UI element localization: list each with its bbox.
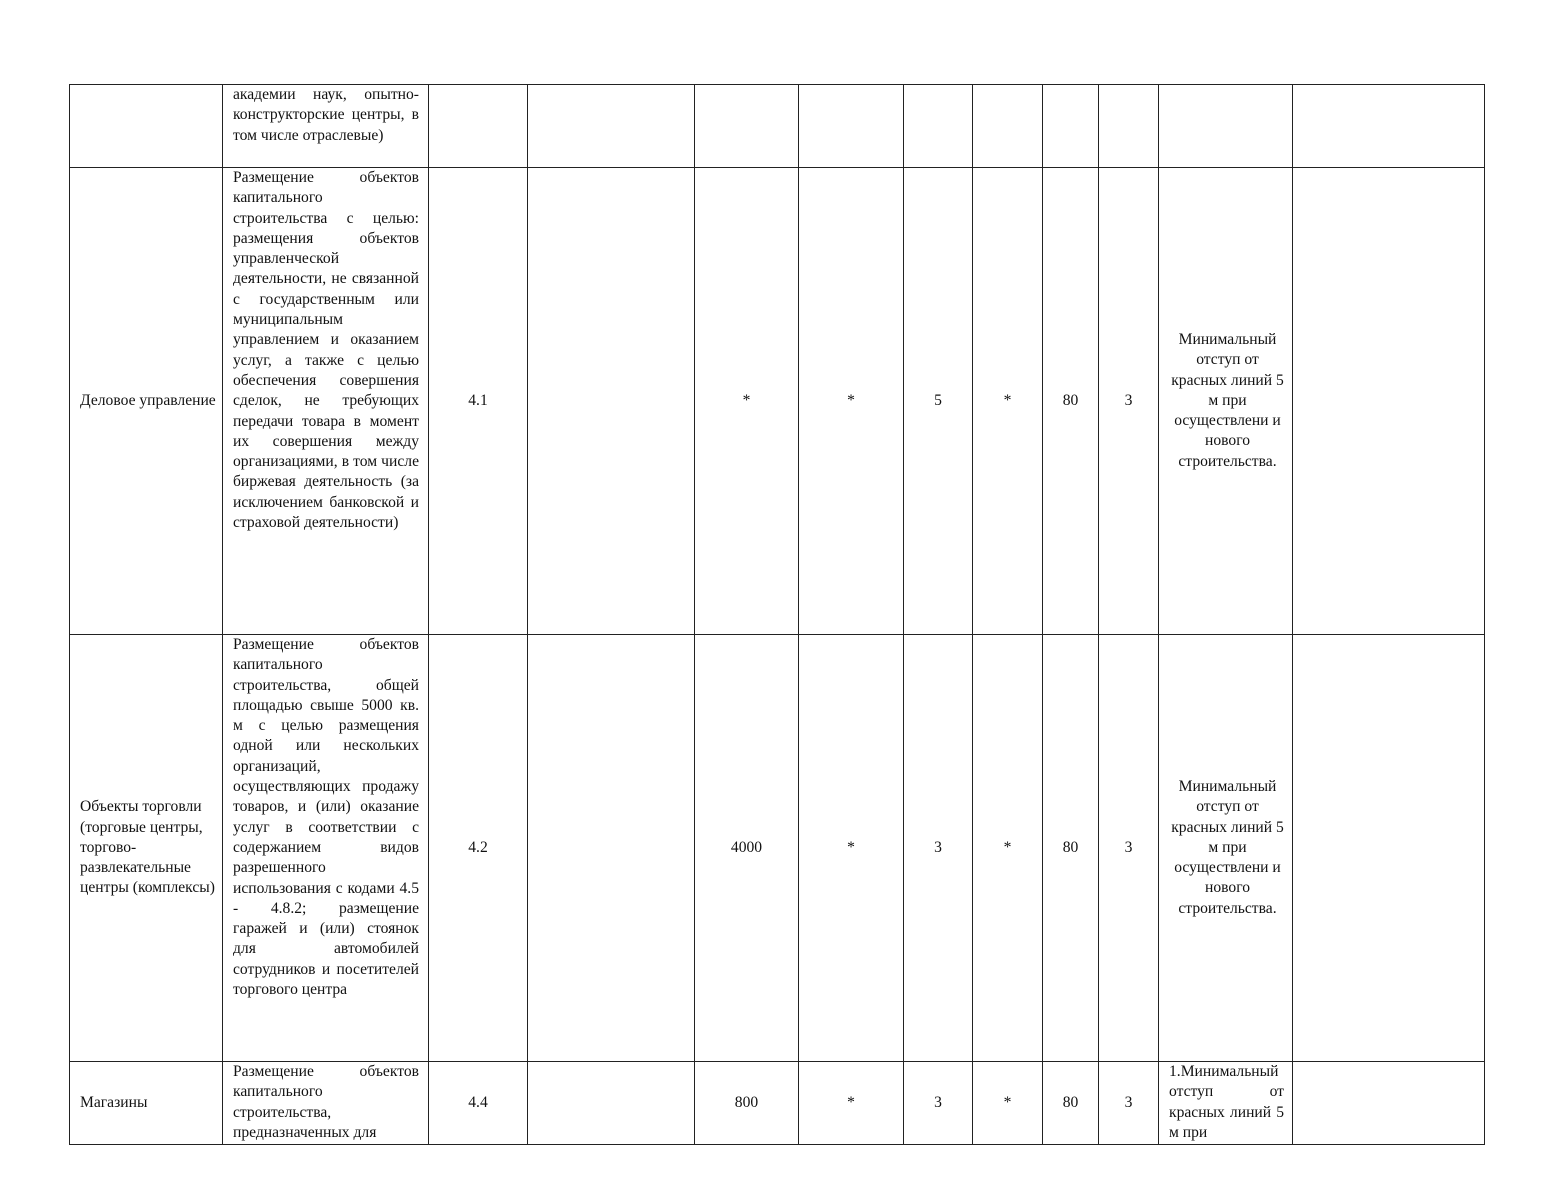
row-empty-cell: [528, 1062, 695, 1145]
table-row: [70, 168, 1485, 635]
row-description-cell: [223, 1062, 429, 1145]
row-height-cell: [1099, 85, 1159, 168]
row-coverage-cell: 80: [1043, 168, 1099, 635]
row-description-text: Размещение объектов капитального строительства, предназначенных для: [233, 1063, 419, 1141]
row-empty-cell: [528, 168, 695, 635]
row-coverage-cell: [1043, 85, 1099, 168]
row-description-text: Размещение объектов капитального строительства с целью: размещения объектов управленческой деятельности, не связанной с государственным или муниципальным управлением и оказанием услуг, а также с целью обеспечения совершения сделок, не требующих передачи товара в момент их совершения между организациями, в том числе биржевая деятельность (за исключением банковской и страховой деятельности): [233, 169, 419, 532]
row-empty-cell: [528, 635, 695, 1062]
row-name-cell: Магазины: [70, 1062, 223, 1145]
table-row: [70, 635, 1485, 1062]
row-name-cell: [70, 85, 223, 168]
row-min-area-cell: 800: [695, 1062, 799, 1145]
row-description-text: Размещение объектов капитального строительства, общей площадью свыше 5000 кв. м с целью размещения одной или нескольких организаций, осуществляющих продажу товаров, и (или) оказание услуг в соответствии с содержанием видов разрешенного использования с кодами 4.5 - 4.8.2; размещение гаражей и (или) стоянок для автомобилей сотрудников и посетителей торгового центра: [233, 636, 419, 999]
row-extra-cell: [1293, 85, 1485, 168]
row-coverage-cell: 80: [1043, 1062, 1099, 1145]
row-min-setback-cell: 3: [904, 1062, 973, 1145]
table-row: [70, 1062, 1485, 1145]
row-description-text: академии наук, опытно-конструкторские центры, в том числе отраслевые): [233, 86, 419, 144]
row-coverage-cell: 80: [1043, 635, 1099, 1062]
row-floors-cell: *: [973, 168, 1043, 635]
row-note-cell: Минимальный отступ от красных линий 5 м при осуществлени и нового строительства.: [1159, 635, 1293, 1062]
row-min-area-cell: 4000: [695, 635, 799, 1062]
row-min-area-cell: *: [695, 168, 799, 635]
row-extra-cell: [1293, 635, 1485, 1062]
row-floors-cell: [973, 85, 1043, 168]
row-code-cell: [429, 85, 528, 168]
row-extra-cell: [1293, 1062, 1485, 1145]
row-min-setback-cell: [904, 85, 973, 168]
row-max-area-cell: *: [799, 1062, 904, 1145]
row-height-cell: 3: [1099, 635, 1159, 1062]
row-min-setback-cell: 5: [904, 168, 973, 635]
row-code-cell: 4.1: [429, 168, 528, 635]
row-code-cell: 4.4: [429, 1062, 528, 1145]
row-name-cell: Объекты торговли (торговые центры, торгово-развлекательные центры (комплексы): [70, 635, 223, 1062]
zoning-regulations-table: [69, 84, 1485, 1145]
row-note-cell: [1159, 85, 1293, 168]
row-floors-cell: *: [973, 1062, 1043, 1145]
row-description-cell: [223, 85, 429, 168]
row-height-cell: 3: [1099, 1062, 1159, 1145]
row-floors-cell: *: [973, 635, 1043, 1062]
row-note-cell: 1.Минимальный отступ от красных линий 5 м при: [1159, 1062, 1293, 1145]
row-description-cell: [223, 168, 429, 635]
row-height-cell: 3: [1099, 168, 1159, 635]
row-max-area-cell: *: [799, 635, 904, 1062]
row-min-area-cell: [695, 85, 799, 168]
row-note-cell: Минимальный отступ от красных линий 5 м при осуществлени и нового строительства.: [1159, 168, 1293, 635]
table-row: [70, 85, 1485, 168]
row-max-area-cell: [799, 85, 904, 168]
row-code-cell: 4.2: [429, 635, 528, 1062]
row-max-area-cell: *: [799, 168, 904, 635]
row-extra-cell: [1293, 168, 1485, 635]
row-description-cell: [223, 635, 429, 1062]
row-min-setback-cell: 3: [904, 635, 973, 1062]
row-empty-cell: [528, 85, 695, 168]
row-name-cell: Деловое управление: [70, 168, 223, 635]
